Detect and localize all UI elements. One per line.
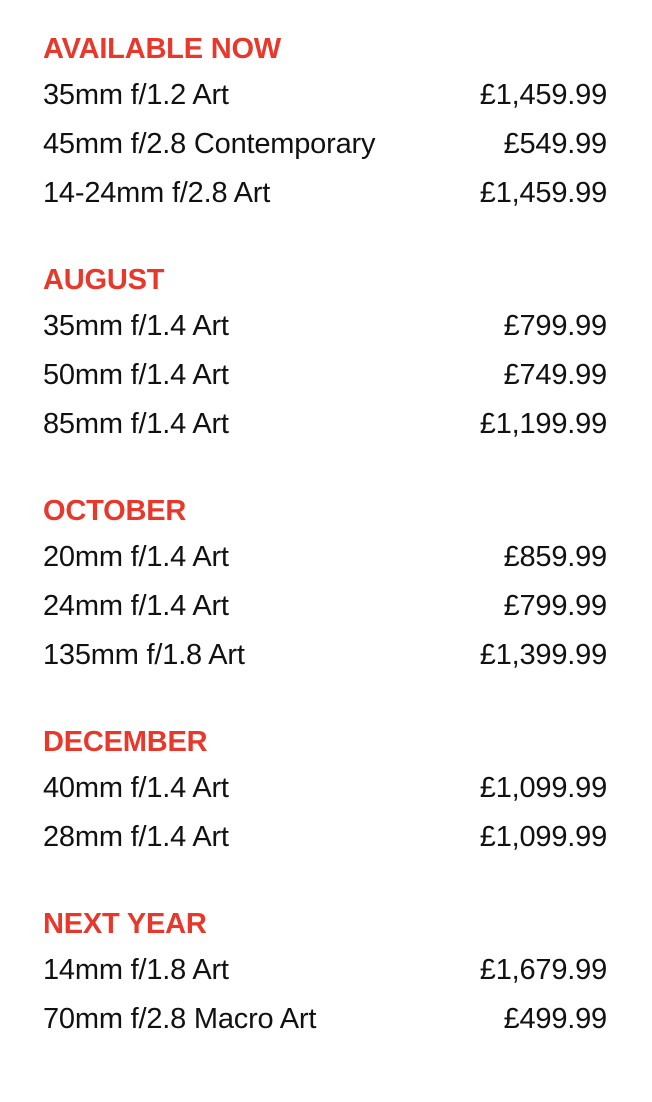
lens-price: £1,399.99 [479,639,607,671]
list-item [43,400,607,449]
lens-name: 35mm f/1.2 Art [43,79,229,111]
lens-price: £1,099.99 [479,772,607,804]
list-item [43,169,607,218]
list-item [43,582,607,631]
section-next-year [43,904,607,1044]
lens-name: 20mm f/1.4 Art [43,541,229,573]
section-heading: NEXT YEAR [43,908,207,940]
lens-price: £1,679.99 [479,954,607,986]
section-october [43,491,607,680]
lens-name: 14-24mm f/2.8 Art [43,177,271,209]
list-item [43,946,607,995]
section-august [43,260,607,449]
list-item [43,995,607,1044]
lens-name: 70mm f/2.8 Macro Art [43,1003,317,1035]
list-item [43,120,607,169]
list-item [43,764,607,813]
lens-price: £749.99 [503,359,607,391]
section-heading: AUGUST [43,264,165,296]
section-available-now [43,29,607,218]
list-item [43,71,607,120]
list-item [43,302,607,351]
lens-name: 135mm f/1.8 Art [43,639,245,671]
lens-name: 28mm f/1.4 Art [43,821,229,853]
lens-name: 45mm f/2.8 Contemporary [43,128,376,160]
lens-name: 24mm f/1.4 Art [43,590,229,622]
lens-name: 35mm f/1.4 Art [43,310,229,342]
section-heading: OCTOBER [43,495,187,527]
lens-price-list [43,29,607,1086]
lens-price: £799.99 [503,590,607,622]
lens-price: £1,099.99 [479,821,607,853]
lens-price: £549.99 [503,128,607,160]
lens-price: £499.99 [503,1003,607,1035]
section-december [43,722,607,862]
list-item [43,533,607,582]
list-item [43,813,607,862]
lens-price: £1,199.99 [479,408,607,440]
lens-name: 85mm f/1.4 Art [43,408,229,440]
lens-name: 14mm f/1.8 Art [43,954,229,986]
lens-price: £859.99 [503,541,607,573]
lens-name: 40mm f/1.4 Art [43,772,229,804]
lens-price: £799.99 [503,310,607,342]
lens-name: 50mm f/1.4 Art [43,359,229,391]
lens-price: £1,459.99 [479,177,607,209]
list-item [43,631,607,680]
lens-price: £1,459.99 [479,79,607,111]
section-heading: DECEMBER [43,726,208,758]
list-item [43,351,607,400]
section-heading: AVAILABLE NOW [43,33,281,65]
